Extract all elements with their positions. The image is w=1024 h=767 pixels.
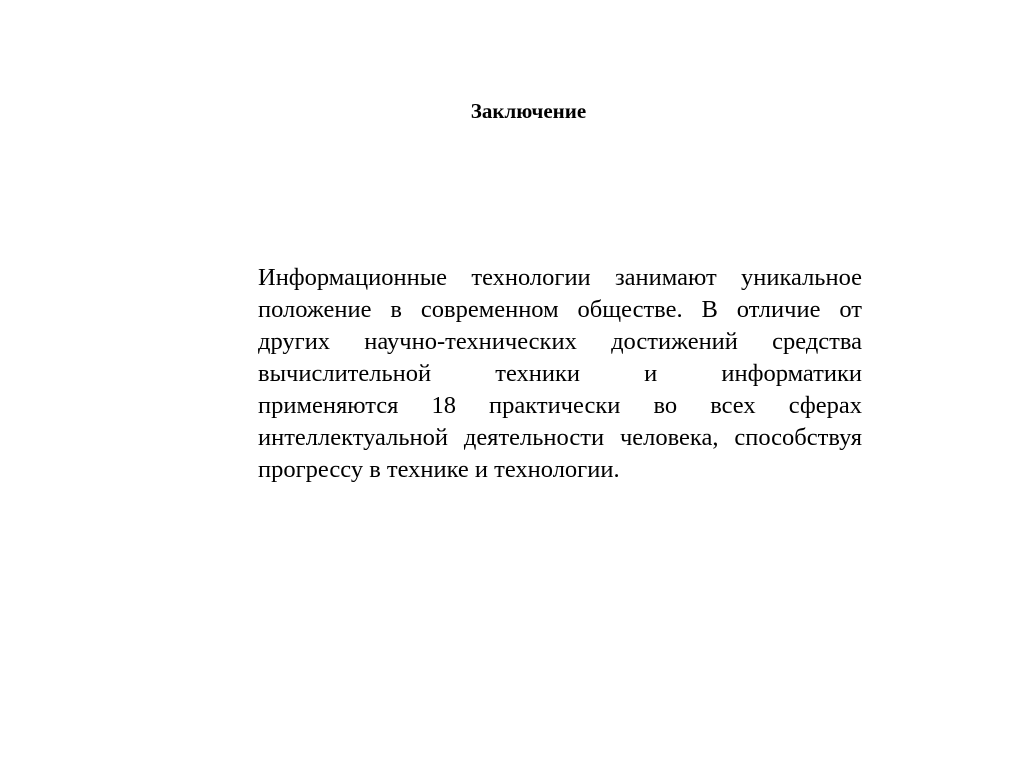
paragraph-line-2: положение в современном обществе. В отличие от <box>258 296 862 323</box>
paragraph-line-4: вычислительной техники и информатики <box>258 360 862 387</box>
page-title: Заключение <box>470 99 587 123</box>
paragraph-line-6: интеллектуальной деятельности человека, способствуя <box>258 424 862 451</box>
paragraph-line-5: применяются 18 практически во всех сферах <box>258 392 862 419</box>
body-paragraph <box>258 262 862 486</box>
paragraph-line-7: прогрессу в технике и технологии. <box>258 456 620 483</box>
paragraph-line-1: Информационные технологии занимают уникальное <box>258 264 862 291</box>
paragraph-line-3: других научно-технических достижений средства <box>258 328 862 355</box>
